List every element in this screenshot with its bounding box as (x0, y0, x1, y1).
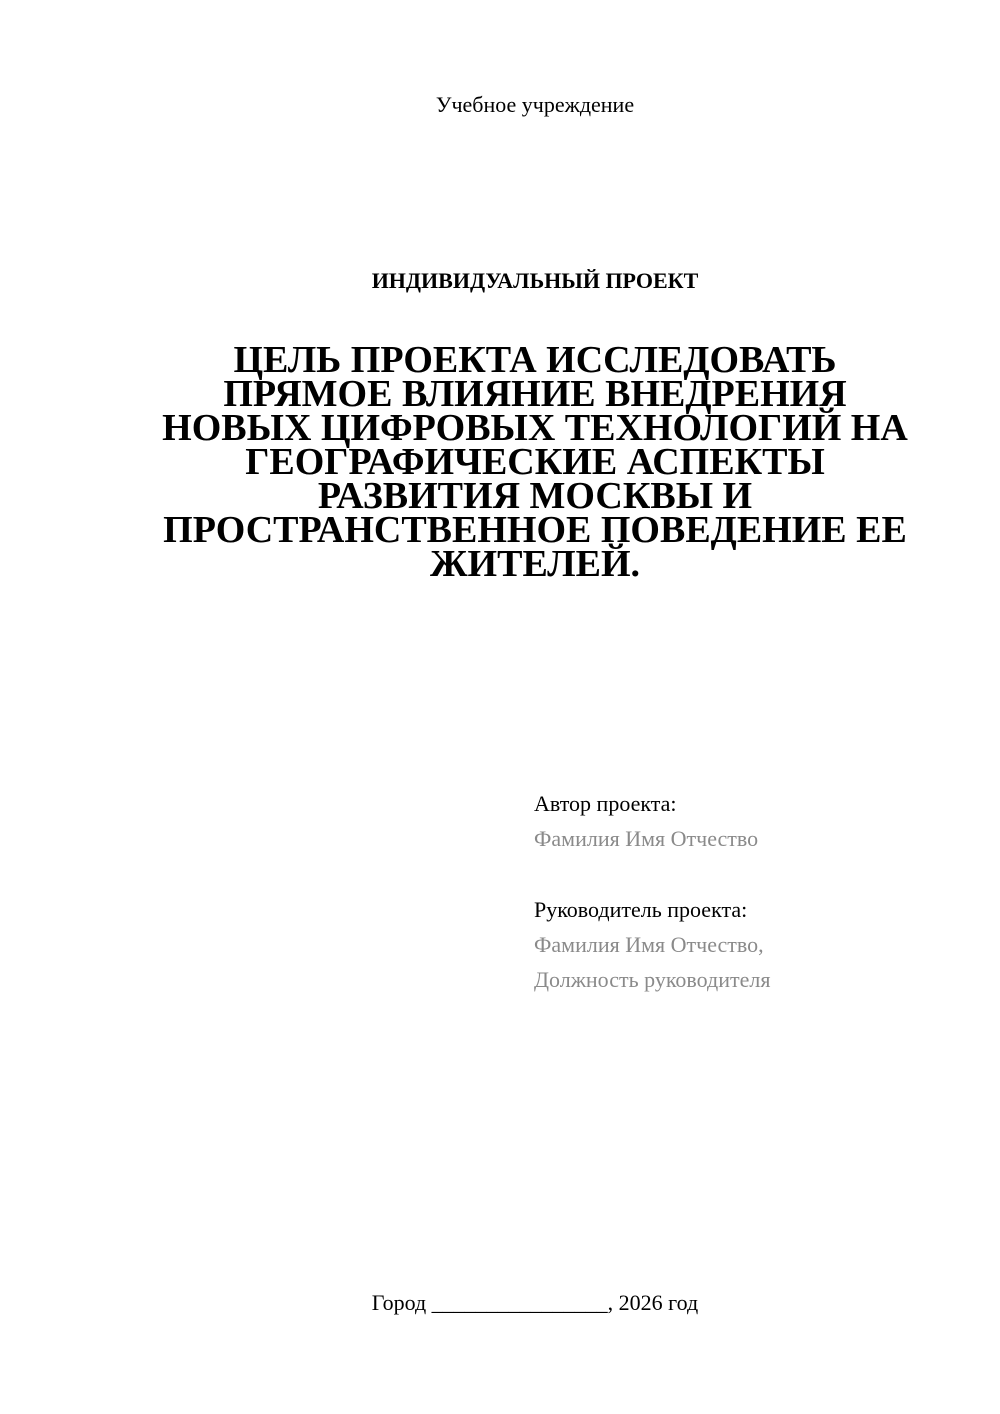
project-title (150, 339, 920, 585)
title-line: ПРОСТРАНСТВЕННОЕ ПОВЕДЕНИЕ ЕЕ (163, 509, 907, 551)
title-line: РАЗВИТИЯ МОСКВЫ И (317, 475, 753, 517)
author-block (534, 786, 974, 856)
supervisor-name: Фамилия Имя Отчество, (534, 932, 764, 957)
document-type: ИНДИВИДУАЛЬНЫЙ ПРОЕКТ (371, 268, 699, 293)
title-line: ПРЯМОЕ ВЛИЯНИЕ ВНЕДРЕНИЯ (223, 373, 847, 415)
institution-name: Учебное учреждение (435, 92, 635, 117)
title-line: НОВЫХ ЦИФРОВЫХ ТЕХНОЛОГИЙ НА (162, 407, 908, 449)
author-name: Фамилия Имя Отчество (534, 826, 759, 851)
title-line: ГЕОГРАФИЧЕСКИЕ АСПЕКТЫ (245, 441, 825, 483)
supervisor-block (534, 892, 974, 997)
title-line: ЦЕЛЬ ПРОЕКТА ИССЛЕДОВАТЬ (233, 339, 837, 381)
title-line: ЖИТЕЛЕЙ. (429, 543, 641, 585)
supervisor-label: Руководитель проекта: (534, 897, 748, 922)
supervisor-position: Должность руководителя (534, 967, 771, 992)
author-label: Автор проекта: (534, 791, 677, 816)
city-year-footer: Город ________________, 2026 год (371, 1290, 699, 1315)
